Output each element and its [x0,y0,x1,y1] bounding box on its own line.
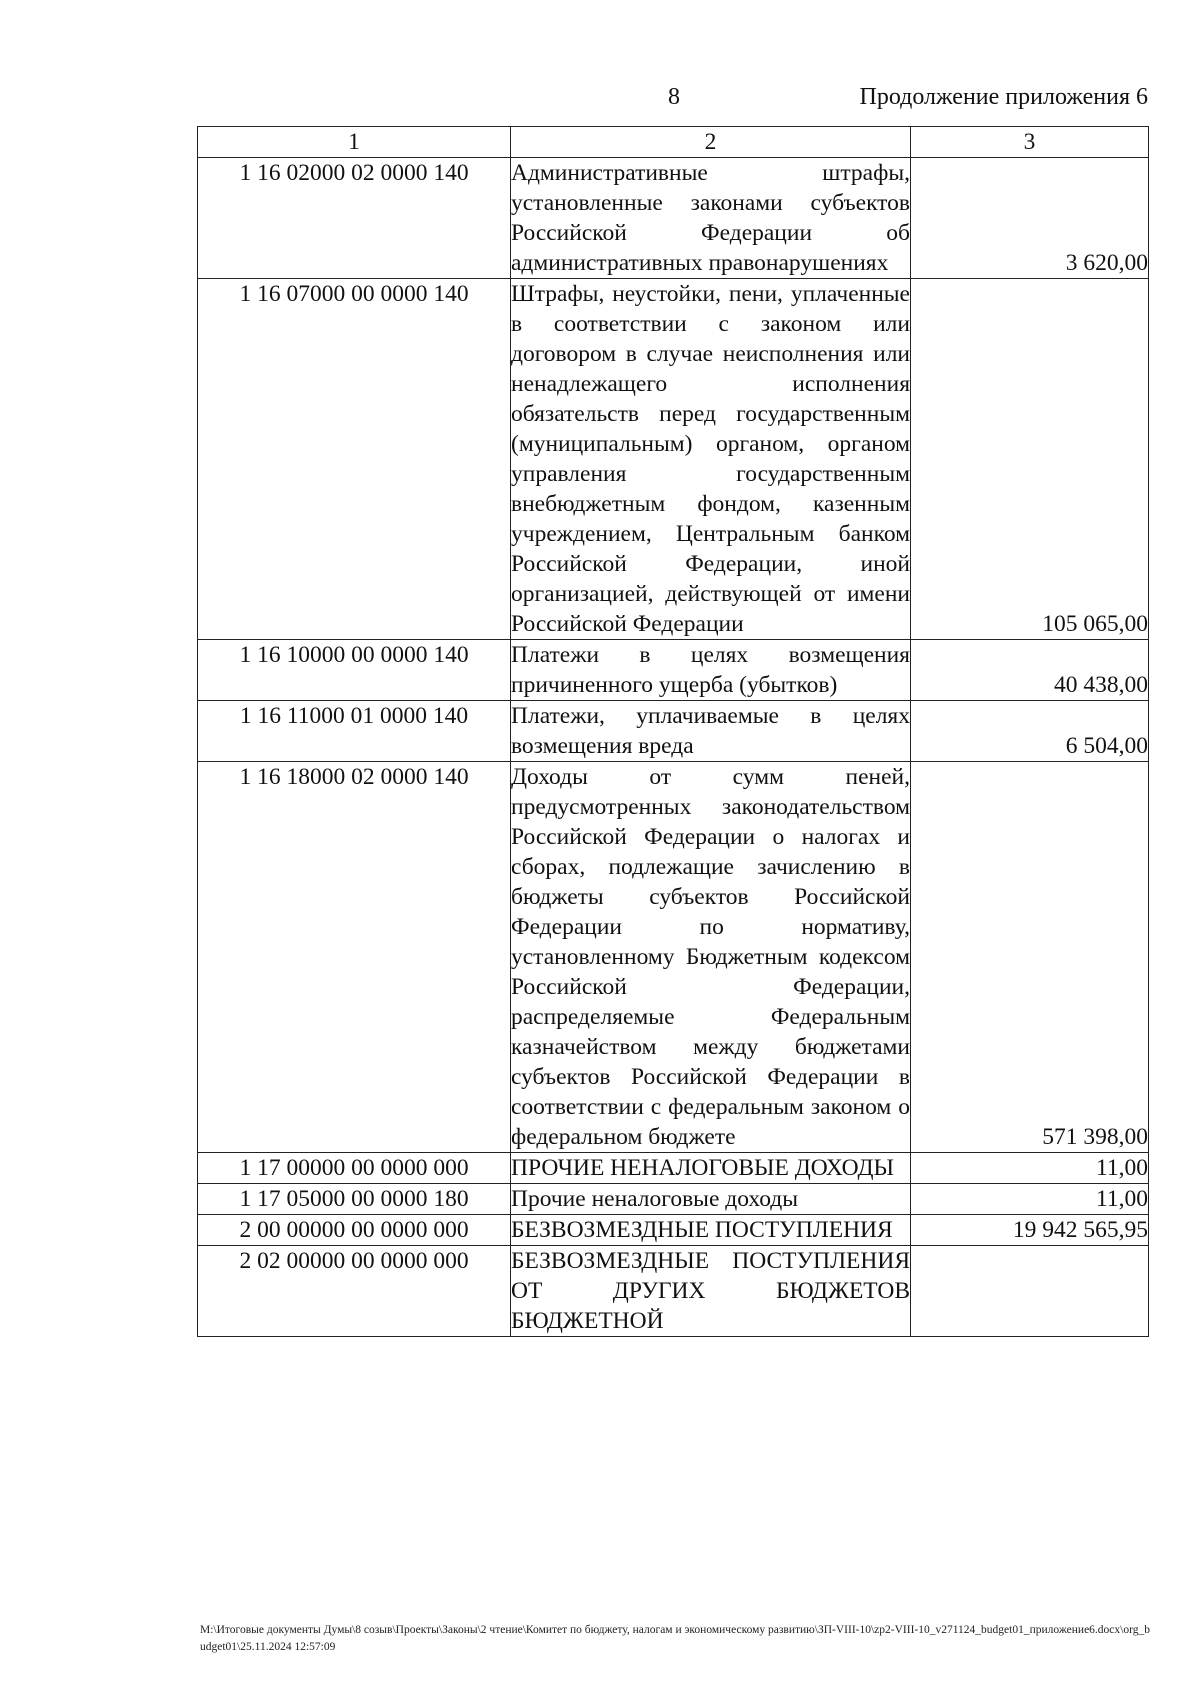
table-row [198,158,1149,279]
amount: 3 620,00 [911,158,1149,279]
budget-code: 2 00 00000 00 0000 000 [198,1215,511,1246]
revenue-name: БЕЗВОЗМЕЗДНЫЕ ПОСТУПЛЕНИЯ [511,1215,911,1246]
amount: 6 504,00 [911,701,1149,762]
table-row [198,1215,1149,1246]
revenue-name: БЕЗВОЗМЕЗДНЫЕ ПОСТУПЛЕНИЯ ОТ ДРУГИХ БЮДЖЕТОВ БЮДЖЕТНОЙ [511,1246,911,1337]
table-row [198,1153,1149,1184]
budget-table [197,126,1149,1337]
amount: 11,00 [911,1184,1149,1215]
budget-code: 2 02 00000 00 0000 000 [198,1246,511,1337]
revenue-name: Штрафы, неустойки, пени, уплаченные в соответствии с законом или договором в случае неисполнения или ненадлежащего исполнения обязательств перед государственным (муниципальным) органом, органом управления государственным внебюджетным фондом, казенным учреждением, Центральным банком Российской Федерации, иной организацией, действующей от имени Российской Федерации [511,279,911,640]
table-row [198,640,1149,701]
table-row [198,701,1149,762]
column-header-1: 1 [198,127,511,158]
revenue-name: Доходы от сумм пеней, предусмотренных законодательством Российской Федерации о налогах и сборах, подлежащие зачислению в бюджеты субъектов Российской Федерации по нормативу, установленному Бюджетным кодексом Российской Федерации, распределяемые Федеральным казначейством между бюджетами субъектов Российской Федерации в соответствии с федеральным законом о федеральном бюджете [511,762,911,1153]
amount: 11,00 [911,1153,1149,1184]
table-row [198,1246,1149,1337]
revenue-name: Платежи в целях возмещения причиненного ущерба (убытков) [511,640,911,701]
revenue-name: Административные штрафы, установленные законами субъектов Российской Федерации об административных правонарушениях [511,158,911,279]
amount: 571 398,00 [911,762,1149,1153]
budget-code: 1 16 11000 01 0000 140 [198,701,511,762]
table-row [198,1184,1149,1215]
continuation-heading: Продолжение приложения 6 [859,84,1148,110]
document-path-footer: M:\Итоговые документы Думы\8 созыв\Проекты\Законы\2 чтение\Комитет по бюджету, налогам и экономическому развитию\ЗП-VIII-10\zp2-VIII-10_v271124_budget01_приложение6.docx\org_budget01\25.11.2024 12:57:09 [200,1624,1150,1653]
budget-code: 1 16 10000 00 0000 140 [198,640,511,701]
budget-code: 1 17 00000 00 0000 000 [198,1153,511,1184]
amount: 40 438,00 [911,640,1149,701]
budget-code: 1 16 18000 02 0000 140 [198,762,511,1153]
table-row [198,762,1149,1153]
amount: 105 065,00 [911,279,1149,640]
table-row [198,279,1149,640]
amount: 19 942 565,95 [911,1215,1149,1246]
page-number: 8 [668,84,680,110]
budget-code: 1 17 05000 00 0000 180 [198,1184,511,1215]
revenue-name: Прочие неналоговые доходы [511,1184,911,1215]
revenue-name: Платежи, уплачиваемые в целях возмещения вреда [511,701,911,762]
budget-code: 1 16 02000 02 0000 140 [198,158,511,279]
revenue-name: ПРОЧИЕ НЕНАЛОГОВЫЕ ДОХОДЫ [511,1153,911,1184]
budget-code: 1 16 07000 00 0000 140 [198,279,511,640]
table-header-row [198,127,1149,158]
column-header-2: 2 [511,127,911,158]
amount [911,1246,1149,1337]
column-header-3: 3 [911,127,1149,158]
